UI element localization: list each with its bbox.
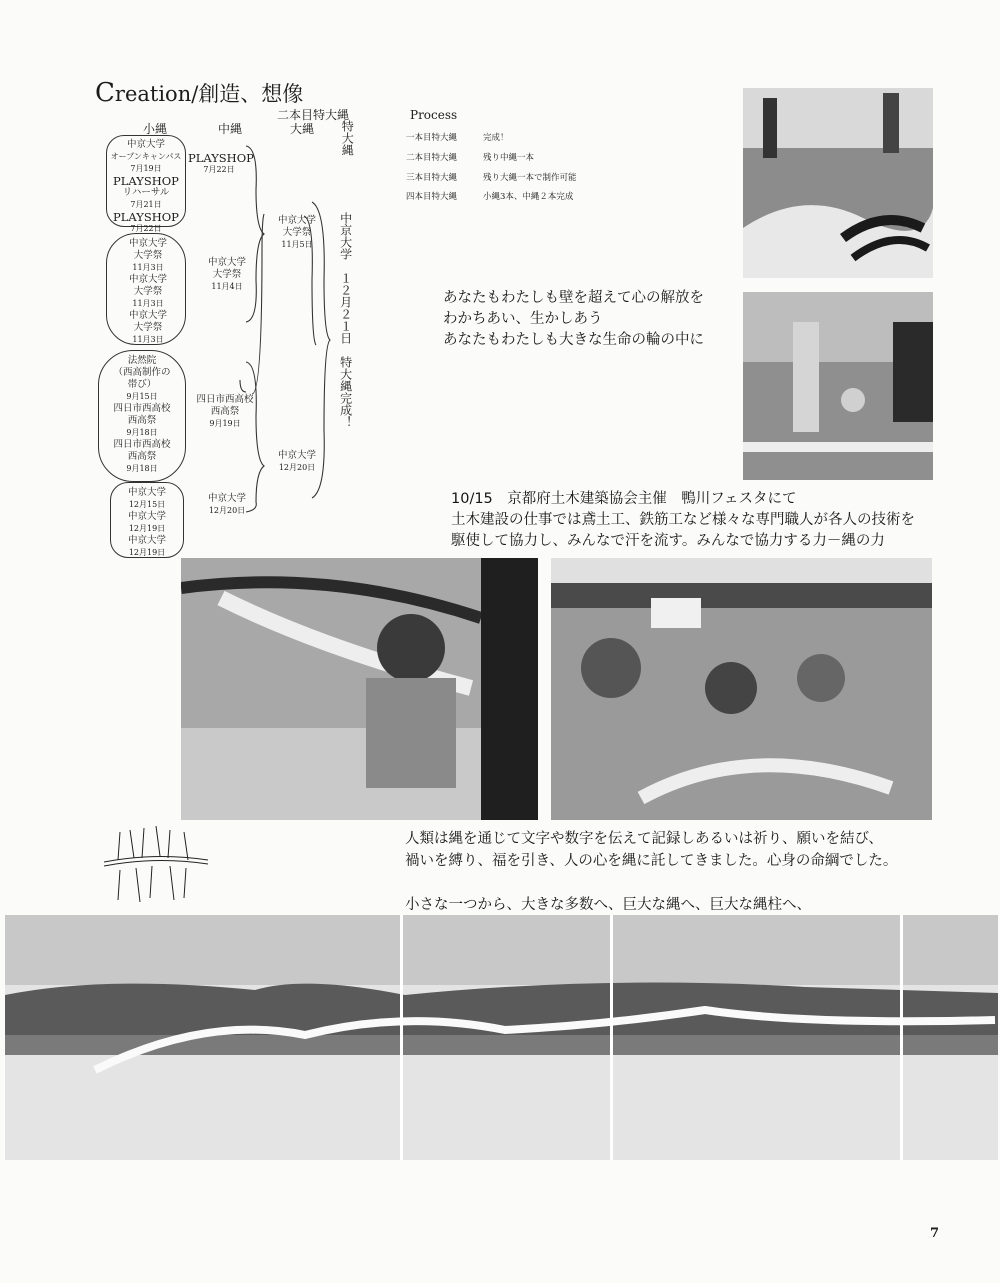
header-small-rope: 小縄 (143, 122, 168, 136)
photo-group-tug-art (551, 558, 932, 820)
process-item: 三本目特大縄 (406, 173, 458, 183)
process-item: 四本目特大縄 (406, 192, 458, 202)
tree-braces (180, 130, 340, 560)
process-item: 二本目特大縄 (406, 153, 458, 163)
photo-rope-on-ground (743, 88, 933, 278)
process-status: 残り中縄一本 (483, 153, 535, 163)
large-rope-1: 中京大学 大学祭 11月5日 (277, 215, 316, 249)
poem-text: あなたもわたしも壁を超えて心の解放を わかちあい、生かしあう あなたもわたしも大きな生命の輪の中に (443, 290, 704, 348)
process-status: 小縄3本、中縄２本完成 (483, 192, 574, 202)
process-status: 残り大縄一本で制作可能 (483, 173, 577, 183)
photo-street-festival (743, 292, 933, 480)
medium-rope-3: 四日市西高校 西高祭 9月19日 (196, 394, 254, 428)
process-status: 完成！ (483, 133, 509, 143)
small-group-1-text: 中京大学 オープンキャンパス 7月19日 PLAYSHOP リハーサル 7月21日 PLAYSHOP 7月22日 (110, 139, 182, 233)
medium-rope-1: PLAYSHOP 7月22日 (188, 151, 254, 174)
photo-child-with-rope (181, 558, 538, 820)
photo-rope-on-ground-art (743, 88, 933, 278)
giant-rope-completion: 中京大学 １２月２１日 特大縄完成！ (338, 212, 353, 428)
process-item: 一本目特大縄 (406, 133, 458, 143)
header-second-giant-rope: 二本目特大縄 (277, 108, 350, 122)
event-description: 10/15 京都府土木建築協会主催 鴨川フェスタにて 土木建設の仕事では鳶土工、鉄筋工など様々な専門職人が各人の技術を 駆使して協力し、みんなで汗を流す。みんなで協力する力－縄の力 (451, 491, 915, 549)
small-group-3-text: 法然院 （西高制作の 帯び） 9月15日 四日市西高校 西高祭 9月18日 四日市西高校 西高祭 9月18日 (113, 355, 171, 473)
photo-panorama-riverbank-art (5, 915, 998, 1160)
page-number: 7 (930, 1226, 940, 1241)
photo-street-festival-art (743, 292, 933, 480)
medium-rope-4: 中京大学 12月20日 (207, 493, 246, 515)
photo-panorama-riverbank (5, 915, 998, 1160)
small-group-4-text: 中京大学 12月15日 中京大学 12月19日 中京大学 12月19日 (127, 487, 166, 557)
header-giant-rope: 特大縄 (340, 120, 355, 156)
large-rope-2: 中京大学 12月20日 (277, 450, 316, 472)
rope-lore-text: 人類は縄を通じて文字や数字を伝えて記録しあるいは祈り、願いを結び、 禍いを縛り、福を引き、人の心を縄に託してきました。心身の命綱でした。 小さな一つから、大きな多数へ、巨大な縄へ、巨大な縄柱へ、 (405, 831, 898, 913)
header-medium-rope: 中縄 (218, 122, 243, 136)
page-title: Creation/創造、想像 (95, 78, 304, 108)
photo-child-with-rope-art (181, 558, 538, 820)
rope-sketch-illustration (100, 822, 212, 907)
header-large-rope: 大縄 (290, 122, 315, 136)
process-label: Process (410, 108, 458, 122)
photo-group-tug (551, 558, 932, 820)
small-group-2-text: 中京大学 大学祭 11月3日 中京大学 大学祭 11月3日 中京大学 大学祭 11月3日 (128, 238, 167, 344)
medium-rope-2: 中京大学 大学祭 11月4日 (207, 257, 246, 291)
